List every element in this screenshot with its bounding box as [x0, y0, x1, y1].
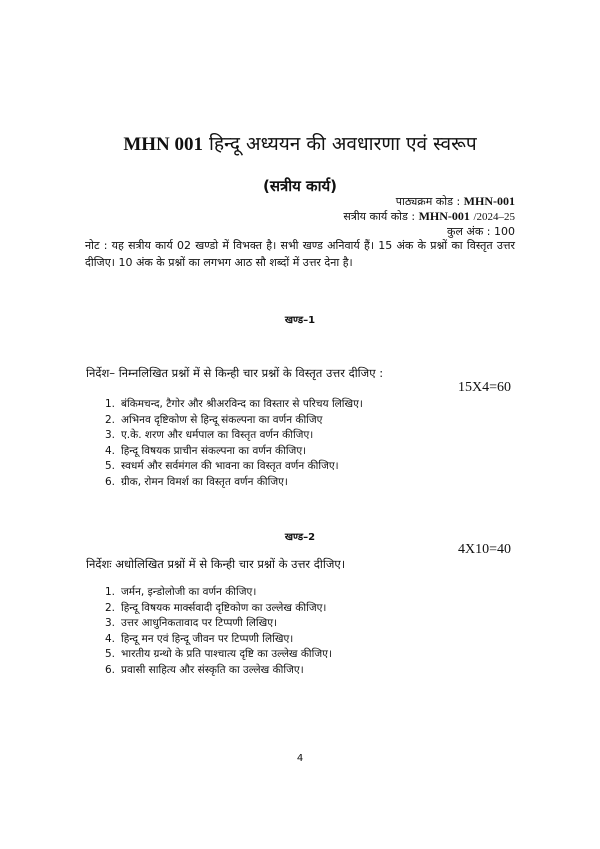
question-text: उत्तर आधुनिकतावाद पर टिप्पणी लिखिए। — [121, 617, 278, 629]
assignment-code-label: सत्रीय कार्य कोड : — [343, 210, 416, 223]
question-item — [105, 647, 332, 663]
question-item — [105, 585, 332, 601]
course-code-label: पाठ्यक्रम कोड : — [395, 195, 461, 208]
instructions-note: नोट : यह सत्रीय कार्य 02 खण्डो में विभक्त है। सभी खण्ड अनिवार्य हैं। 15 अंक के प्रश्नों का विस्तृत उत्तर दीजिए। 10 अंक के प्रश्नों का लगभग आठ सौ शब्दों में उत्तर देना है। — [85, 239, 515, 269]
section-2-instruction: निर्देशः अधोलिखित प्रश्नों में से किन्ही चार प्रश्नों के उत्तर दीजिए। — [86, 557, 346, 571]
question-number: 2. — [105, 601, 116, 614]
section-2-marks: 4X10=40 — [458, 542, 512, 557]
assignment-code-line — [343, 209, 515, 224]
question-text: ए.के. शरण और धर्मपाल का विस्तृत वर्णन कीजिए। — [121, 429, 314, 441]
total-marks-value: 100 — [494, 225, 515, 238]
course-code: MHN 001 — [123, 134, 203, 155]
question-text: हिन्दू विषयक प्राचीन संकल्पना का वर्णन कीजिए। — [121, 444, 307, 457]
section-1-instruction: निर्देश– निम्नलिखित प्रश्नों में से किन्ही चार प्रश्नों के विस्तृत उत्तर दीजिए : — [86, 366, 384, 380]
question-item — [105, 397, 363, 413]
section-1-heading: खण्ड–1 — [284, 315, 316, 326]
question-number: 5. — [105, 460, 116, 472]
assignment-year: /2024–25 — [473, 211, 515, 223]
question-number: 4. — [105, 444, 116, 457]
question-text: स्वधर्म और सर्वमंगल की भावना का विस्तृत वर्णन कीजिए। — [121, 460, 339, 472]
question-text: जर्मन, इन्डोलोजी का वर्णन कीजिए। — [121, 586, 257, 598]
question-text: अभिनव दृष्टिकोण से हिन्दू संकल्पना का वर्णन कीजिए — [121, 413, 323, 426]
question-item — [105, 616, 332, 632]
question-text: प्रवासी साहित्य और संस्कृति का उल्लेख कीजिए। — [121, 663, 304, 676]
page-number: 4 — [296, 753, 304, 764]
question-number: 5. — [105, 648, 116, 660]
question-item — [105, 601, 332, 617]
section-2-heading: खण्ड–2 — [284, 532, 316, 543]
question-item — [105, 663, 332, 679]
question-text: बंकिमचन्द, टैगोर और श्रीअरविन्द का विस्तार से परिचय लिखिए। — [121, 398, 363, 410]
question-text: हिन्दू विषयक मार्क्सवादी दृष्टिकोण का उल्लेख कीजिए। — [121, 601, 327, 614]
question-number: 1. — [105, 586, 116, 598]
question-text: ग्रीक, रोमन विमर्श का विस्तृत वर्णन कीजिए। — [121, 475, 288, 488]
question-text: भारतीय ग्रन्थो के प्रति पाश्चात्य दृष्टि का उल्लेख कीजिए। — [121, 648, 332, 660]
question-number: 6. — [105, 663, 116, 676]
question-number: 1. — [105, 398, 116, 410]
question-item — [105, 428, 363, 444]
total-marks-label: कुल अंक : — [447, 225, 491, 238]
assignment-code-value: MHN-001 — [418, 209, 470, 223]
question-number: 3. — [105, 429, 116, 441]
question-item — [105, 475, 363, 491]
section-2-question-list — [105, 585, 332, 678]
assignment-subtitle: (सत्रीय कार्य) — [262, 177, 338, 195]
section-1-question-list — [105, 397, 363, 490]
question-item — [105, 444, 363, 460]
course-code-line — [396, 194, 515, 209]
question-number: 4. — [105, 632, 116, 645]
course-title: हिन्दू अध्ययन की अवधारणा एवं स्वरूप — [209, 133, 477, 155]
question-number: 2. — [105, 413, 116, 426]
question-number: 6. — [105, 475, 116, 488]
course-code-value: MHN-001 — [463, 194, 515, 208]
question-number: 3. — [105, 617, 116, 629]
question-item — [105, 413, 363, 429]
page-title — [0, 130, 600, 156]
question-item — [105, 632, 332, 648]
question-text: हिन्दू मन एवं हिन्दू जीवन पर टिप्पणी लिखिए। — [121, 632, 294, 645]
question-item — [105, 459, 363, 475]
section-1-marks: 15X4=60 — [458, 380, 512, 395]
